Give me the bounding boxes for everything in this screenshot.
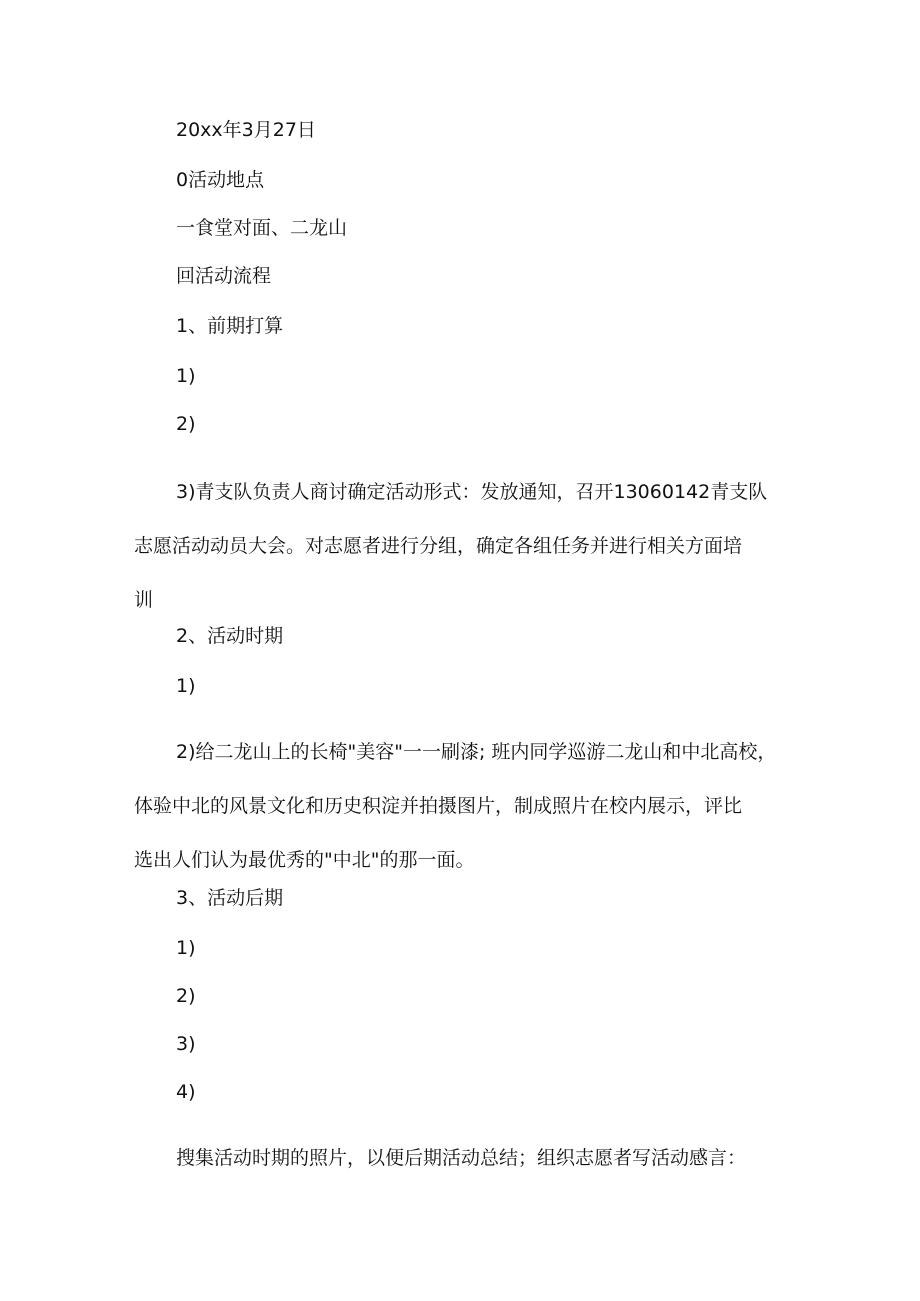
phase1-item-3 [134,480,816,612]
phase1-item-3-line-2: 志愿活动动员大会。对志愿者进行分组，确定各组任务并进行相关方面培 [134,535,743,557]
phase3-item-1: 1) [176,937,196,959]
phase1-item-1: 1) [176,365,196,387]
location-heading: 0活动地点 [176,169,265,191]
closing-paragraph: 搜集活动时期的照片，以便后期活动总结；组织志愿者写活动感言： [176,1147,747,1169]
phase3-item-2: 2) [176,985,196,1007]
phase2-heading: 2、活动时期 [176,625,284,647]
date-line: 20xx年3月27日 [176,119,316,141]
phase3-item-4: 4) [176,1081,196,1103]
process-heading: 回活动流程 [176,265,272,287]
phase3-heading: 3、活动后期 [176,887,284,909]
phase1-heading: 1、前期打算 [176,315,284,337]
phase2-item-2-line-1: 2)给二龙山上的长椅"美容"一一刷漆; 班内同学巡游二龙山和中北高校， [176,741,777,763]
phase2-item-2-line-3: 选出人们认为最优秀的"中北"的那一面。 [134,849,475,871]
phase1-item-2: 2) [176,413,196,435]
phase2-item-1: 1) [176,675,196,697]
phase2-item-2-line-2: 体验中北的风景文化和历史积淀并拍摄图片，制成照片在校内展示，评比 [134,795,743,817]
phase2-item-2 [134,740,816,872]
phase3-item-3: 3) [176,1033,196,1055]
location-text: 一食堂对面、二龙山 [176,217,348,239]
phase1-item-3-line-1: 3)青支队负责人商讨确定活动形式：发放通知，召开13060142青支队 [176,481,768,503]
phase1-item-3-line-3: 训 [134,589,154,611]
